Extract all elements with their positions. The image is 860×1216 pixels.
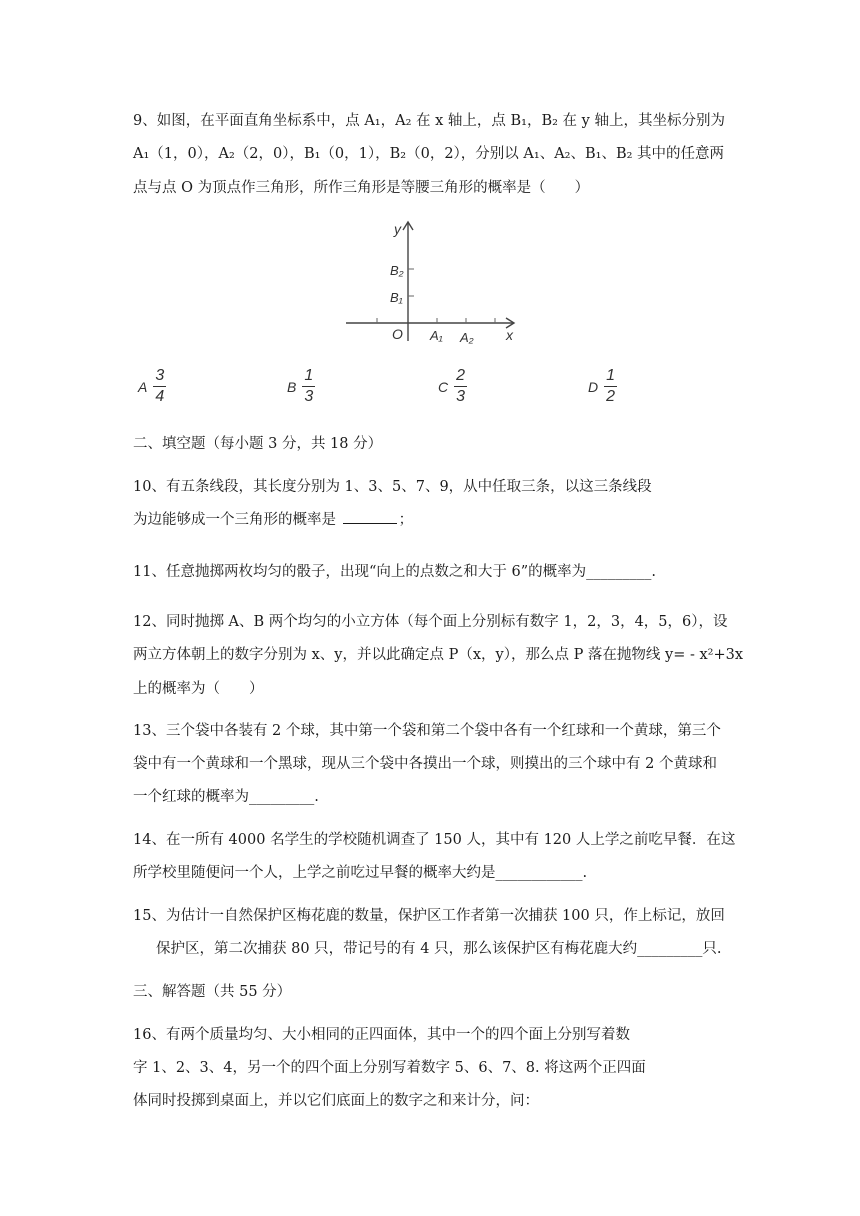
option-b-letter: B: [287, 378, 297, 395]
q16-line-2: 字 1、2、3、4，另一个的四个面上分别写着数字 5、6、7、8. 将这两个正四面: [133, 1060, 646, 1076]
answer-blank[interactable]: [343, 511, 397, 524]
y-label: y: [394, 221, 401, 237]
fraction-bar: [153, 386, 166, 387]
option-d-fraction: [604, 368, 617, 405]
fraction-bar: [454, 386, 467, 387]
q16-line-1: 16、有两个质量均匀、大小相同的正四面体，其中一个的四个面上分别写着数: [133, 1027, 630, 1043]
section-fill-in-heading: 二、填空题（每小题 3 分，共 18 分）: [133, 436, 383, 452]
q10-line-2: [133, 510, 413, 530]
coordinate-graph: [340, 216, 520, 346]
a2-label: A₂: [460, 330, 474, 345]
option-c-fraction: [454, 368, 467, 405]
option-d-letter: D: [588, 378, 599, 395]
option-b[interactable]: [287, 368, 315, 405]
option-b-num: 1: [304, 367, 314, 384]
q12-line-2: 两立方体朝上的数字分别为 x、y，并以此确定点 P（x，y），那么点 P 落在抛物线 y= - x²+3x: [133, 647, 744, 663]
a1-label: A₁: [430, 328, 443, 343]
fraction-bar: [604, 386, 617, 387]
q11-line: 11、任意抛掷两枚均匀的骰子，出现“向上的点数之和大于 6”的概率为_________.: [133, 564, 656, 580]
option-d-num: 1: [606, 367, 616, 384]
x-label: x: [506, 327, 513, 343]
option-d[interactable]: [588, 368, 617, 405]
option-c-letter: C: [438, 378, 449, 395]
q13-line-1: 13、三个袋中各装有 2 个球，其中第一个袋和第二个袋中各有一个红球和一个黄球，第三个: [133, 723, 721, 739]
option-a-den: 4: [155, 388, 165, 405]
option-c-den: 3: [456, 388, 466, 405]
section-answer-heading: 三、解答题（共 55 分）: [133, 984, 292, 1000]
q10-line-1: 10、有五条线段，其长度分别为 1、3、5、7、9，从中任取三条，以这三条线段: [133, 479, 652, 495]
option-a-letter: A: [138, 378, 148, 395]
option-a-num: 3: [155, 367, 165, 384]
option-a-fraction: [153, 368, 166, 405]
q9-line-3: 点与点 O 为顶点作三角形，所作三角形是等腰三角形的概率是（ ）: [133, 180, 590, 196]
q9-line-1: 9、如图，在平面直角坐标系中，点 A₁，A₂ 在 x 轴上，点 B₁，B₂ 在 y 轴上，其坐标分别为: [133, 113, 725, 129]
option-d-den: 2: [606, 388, 616, 405]
fraction-bar: [302, 386, 315, 387]
option-c[interactable]: [438, 368, 467, 405]
q12-line-1: 12、同时抛掷 A、B 两个均匀的小立方体（每个面上分别标有数字 1，2，3，4，5，6），设: [133, 614, 728, 630]
q10-line-2-text: 为边能够成一个三角形的概率是: [133, 512, 336, 528]
q13-line-2: 袋中有一个黄球和一个黑球，现从三个袋中各摸出一个球，则摸出的三个球中有 2 个黄球和: [133, 756, 717, 772]
q13-line-3: 一个红球的概率为_________.: [133, 789, 319, 805]
q10-line-2-end: ；: [398, 512, 414, 528]
q15-line-1: 15、为估计一自然保护区梅花鹿的数量，保护区工作者第一次捕获 100 只，作上标记，放回: [133, 908, 725, 924]
q9-line-2: A₁（1，0），A₂（2，0），B₁（0，1），B₂（0，2），分别以 A₁、A₂、B₁、B₂ 其中的任意两: [133, 146, 725, 162]
origin-label: O: [392, 326, 403, 342]
b2-label: B₂: [390, 263, 404, 278]
option-c-num: 2: [456, 367, 466, 384]
option-b-fraction: [302, 368, 315, 405]
q16-line-3: 体同时投掷到桌面上，并以它们底面上的数字之和来计分，问：: [133, 1093, 539, 1109]
option-a[interactable]: [138, 368, 166, 405]
q14-line-2: 所学校里随便问一个人，上学之前吃过早餐的概率大约是____________.: [133, 865, 588, 881]
q14-line-1: 14、在一所有 4000 名学生的学校随机调查了 150 人，其中有 120 人上学之前吃早餐．在这: [133, 832, 736, 848]
q15-line-2: 保护区，第二次捕获 80 只，带记号的有 4 只，那么该保护区有梅花鹿大约_________只.: [156, 941, 722, 957]
option-b-den: 3: [304, 388, 314, 405]
q12-line-3: 上的概率为（ ）: [133, 681, 264, 697]
b1-label: B₁: [390, 290, 403, 305]
